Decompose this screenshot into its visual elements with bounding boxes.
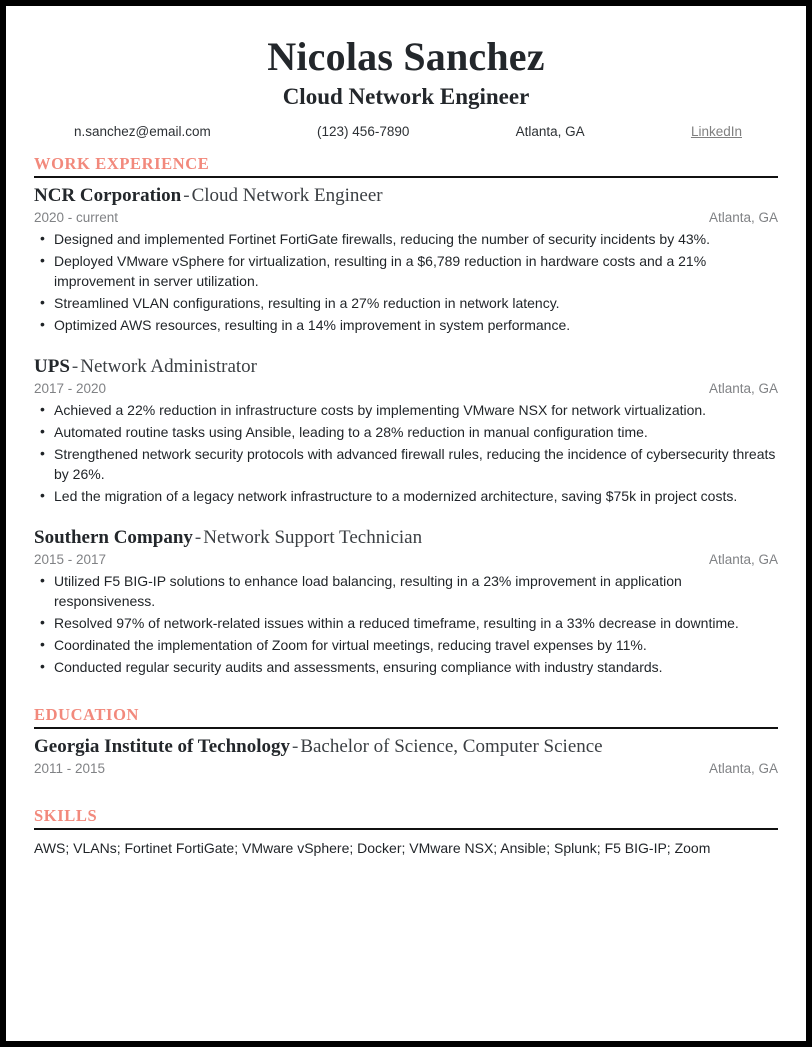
entry-separator: - [194, 527, 202, 548]
entry-meta [34, 760, 778, 778]
entry-organization: Georgia Institute of Technology [34, 736, 290, 757]
resume-content [6, 6, 806, 1041]
entry-meta [34, 551, 778, 569]
candidate-job-title: Cloud Network Engineer [282, 84, 530, 109]
section-divider [34, 176, 778, 178]
bullet-item: • Deployed VMware vSphere for virtualization, resulting in a $6,789 reduction in hardware costs and a 21% improvement in server utilization. [34, 252, 778, 291]
entry-separator: - [291, 736, 299, 757]
entry-role: Cloud Network Engineer [191, 185, 383, 206]
section-divider [34, 727, 778, 729]
entry-title-line [34, 735, 778, 759]
resume-header [29, 23, 783, 139]
entry-meta [34, 380, 778, 398]
bullet-item: • Coordinated the implementation of Zoom for virtual meetings, reducing travel expenses by 11%. [34, 636, 778, 656]
bullet-item: • Streamlined VLAN configurations, resulting in a 27% reduction in network latency. [34, 294, 778, 314]
entry-separator: - [71, 356, 79, 377]
entry-dates: 2017 - 2020 [34, 381, 107, 396]
work-entry [29, 184, 783, 335]
section-heading-work-experience: WORK EXPERIENCE [34, 154, 210, 173]
contact-email[interactable]: n.sanchez@email.com [74, 124, 211, 139]
entry-separator: - [183, 185, 190, 206]
bullet-item: • Achieved a 22% reduction in infrastructure costs by implementing VMware NSX for network virtualization. [34, 401, 778, 421]
entry-location: Atlanta, GA [708, 552, 778, 567]
entry-dates: 2020 - current [34, 210, 119, 225]
skills-list: AWS; VLANs; Fortinet FortiGate; VMware vSphere; Docker; VMware NSX; Ansible; Splunk; F5 BIG-IP; Zoom [34, 840, 711, 856]
section-skills [29, 806, 783, 858]
entry-organization: Southern Company [34, 527, 193, 548]
bullet-item: • Strengthened network security protocols with advanced firewall rules, reducing the incidence of cybersecurity threats by 26%. [34, 445, 778, 484]
entry-title-line [34, 526, 778, 550]
candidate-name: Nicolas Sanchez [267, 34, 545, 79]
section-heading-education: EDUCATION [34, 705, 140, 724]
section-work-experience [29, 154, 783, 677]
contact-linkedin-link[interactable]: LinkedIn [690, 124, 742, 139]
work-entry [29, 526, 783, 677]
entry-title-line [34, 355, 778, 379]
education-entry [29, 735, 783, 778]
section-education [29, 705, 783, 778]
bullet-item: • Optimized AWS resources, resulting in a 14% improvement in system performance. [34, 316, 778, 336]
bullet-item: • Conducted regular security audits and assessments, ensuring compliance with industry standards. [34, 658, 778, 678]
bullet-item: • Led the migration of a legacy network infrastructure to a modernized architecture, saving $75k in project costs. [34, 487, 778, 507]
bullet-item: • Automated routine tasks using Ansible, leading to a 28% reduction in manual configuration time. [34, 423, 778, 443]
work-entry [29, 355, 783, 506]
contact-phone[interactable]: (123) 456-7890 [317, 124, 410, 139]
entry-location: Atlanta, GA [708, 210, 778, 225]
entry-dates: 2015 - 2017 [34, 552, 107, 567]
entry-location: Atlanta, GA [708, 761, 778, 776]
entry-meta [34, 209, 778, 227]
bullet-item: • Utilized F5 BIG-IP solutions to enhance load balancing, resulting in a 23% improvement in application responsiveness. [34, 572, 778, 611]
entry-bullet-list [34, 572, 778, 677]
section-heading-skills: SKILLS [34, 806, 98, 825]
entry-location: Atlanta, GA [708, 381, 778, 396]
bullet-item: • Resolved 97% of network-related issues within a reduced timeframe, resulting in a 33% decrease in downtime. [34, 614, 778, 634]
contact-location: Atlanta, GA [515, 124, 585, 139]
contact-row [74, 124, 742, 139]
entry-degree: Bachelor of Science, Computer Science [300, 736, 603, 757]
bullet-item: • Designed and implemented Fortinet FortiGate firewalls, reducing the number of security incidents by 43%. [34, 230, 778, 250]
entry-bullet-list [34, 401, 778, 506]
entry-bullet-list [34, 230, 778, 335]
entry-organization: UPS [34, 356, 70, 377]
entry-organization: NCR Corporation [34, 185, 182, 206]
section-divider [34, 828, 778, 830]
entry-dates: 2011 - 2015 [34, 761, 106, 776]
entry-role: Network Administrator [80, 356, 258, 377]
entry-role: Network Support Technician [203, 527, 423, 548]
entry-title-line [34, 184, 778, 208]
